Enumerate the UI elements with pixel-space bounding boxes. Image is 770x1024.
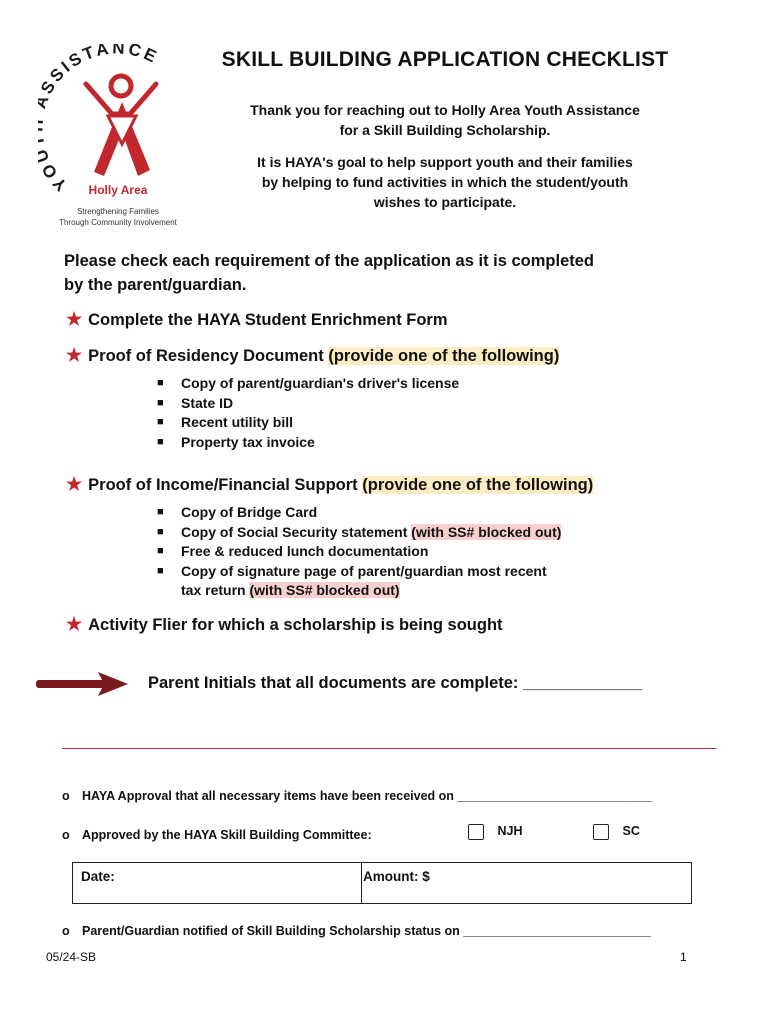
- parent-notified-line: [62, 924, 651, 938]
- list-item-text: Copy of signature page of parent/guardian most recent: [181, 562, 547, 579]
- committee-approval-line: [62, 828, 372, 842]
- requirement-activity-flier: [66, 614, 503, 635]
- requirement-enrichment-form: [66, 309, 448, 330]
- list-item: ■ Free & reduced lunch documentation: [157, 542, 561, 562]
- requirement-label: Activity Flier for which a scholarship is being sought: [88, 616, 503, 634]
- date-label: Date:: [81, 869, 115, 884]
- requirement-residency: [66, 345, 559, 366]
- list-item-text: tax return: [181, 582, 246, 599]
- income-options-list: [157, 503, 561, 601]
- parent-notified-text: Parent/Guardian notified of Skill Building Scholarship status on ___________________________: [82, 924, 651, 938]
- star-icon: ★: [66, 309, 83, 329]
- haya-logo: [38, 44, 188, 234]
- njh-label: NJH: [497, 824, 523, 839]
- list-item: ■ Recent utility bill: [157, 413, 459, 433]
- list-item: ■ Copy of Bridge Card: [157, 503, 561, 523]
- arrow-right-icon: [36, 672, 128, 696]
- instructions-line1: Please check each requirement of the application as it is completed: [64, 252, 595, 270]
- instructions-line2: by the parent/guardian.: [64, 276, 247, 294]
- form-code: 05/24-SB: [46, 950, 97, 964]
- bullet-o: o: [62, 789, 70, 803]
- logo-arc-text: YO SSISTANCE: [38, 44, 162, 195]
- list-item: ■ Copy of parent/guardian's driver's license: [157, 374, 459, 394]
- sc-label: SC: [622, 824, 640, 839]
- intro2-line1: It is HAYA's goal to help support youth and their families: [257, 154, 633, 170]
- youth-assistance-logo-icon: [38, 44, 188, 234]
- star-icon: ★: [66, 614, 83, 634]
- njh-checkbox[interactable]: [468, 824, 484, 840]
- page-title: SKILL BUILDING APPLICATION CHECKLIST: [221, 48, 669, 71]
- intro2-line3: wishes to participate.: [373, 194, 517, 210]
- sc-option: [593, 824, 640, 840]
- logo-tagline-2: Through Community Involvement: [59, 218, 177, 227]
- section-divider: [62, 748, 716, 749]
- page-number: 1: [680, 950, 687, 964]
- list-item: ■ State ID: [157, 394, 459, 414]
- list-item-note: (with SS# blocked out): [249, 582, 400, 599]
- committee-approval-text: Approved by the HAYA Skill Building Committee:: [82, 828, 372, 842]
- logo-org-name: Holly Area: [88, 183, 148, 197]
- intro1-line1: Thank you for reaching out to Holly Area Youth Assistance: [250, 102, 640, 118]
- requirement-note: (provide one of the following): [328, 347, 560, 365]
- bullet-o: o: [62, 924, 70, 938]
- star-icon: ★: [66, 474, 83, 494]
- njh-option: [468, 824, 523, 840]
- date-cell[interactable]: [73, 863, 362, 903]
- haya-approval-line: [62, 789, 652, 803]
- logo-tagline-1: Strengthening Families: [77, 207, 159, 216]
- date-amount-table: [72, 862, 692, 904]
- bullet-o: o: [62, 828, 70, 842]
- list-item-note: (with SS# blocked out): [411, 523, 562, 540]
- residency-options-list: [157, 374, 459, 452]
- haya-approval-text: HAYA Approval that all necessary items have been received on ____________________________: [82, 789, 653, 803]
- requirement-income: [66, 474, 593, 495]
- requirement-label: Proof of Income/Financial Support: [88, 476, 358, 494]
- parent-initials-line[interactable]: Parent Initials that all documents are complete: _____________: [148, 674, 643, 692]
- instructions: [64, 249, 704, 297]
- star-icon: ★: [66, 345, 83, 365]
- intro-paragraph-2: [190, 152, 700, 212]
- list-item-text: Copy of Social Security statement: [181, 523, 408, 540]
- requirement-note: (provide one of the following): [362, 476, 594, 494]
- intro1-line2: for a Skill Building Scholarship.: [339, 122, 551, 138]
- amount-label: Amount: $: [363, 869, 430, 884]
- list-item: [157, 523, 561, 543]
- requirement-label: Complete the HAYA Student Enrichment Form: [88, 311, 448, 329]
- intro2-line2: by helping to fund activities in which the student/youth: [261, 174, 629, 190]
- intro-paragraph-1: [190, 100, 700, 140]
- requirement-label: Proof of Residency Document: [88, 347, 324, 365]
- list-item: ■ Property tax invoice: [157, 433, 459, 453]
- sc-checkbox[interactable]: [593, 824, 609, 840]
- list-item: [157, 562, 561, 601]
